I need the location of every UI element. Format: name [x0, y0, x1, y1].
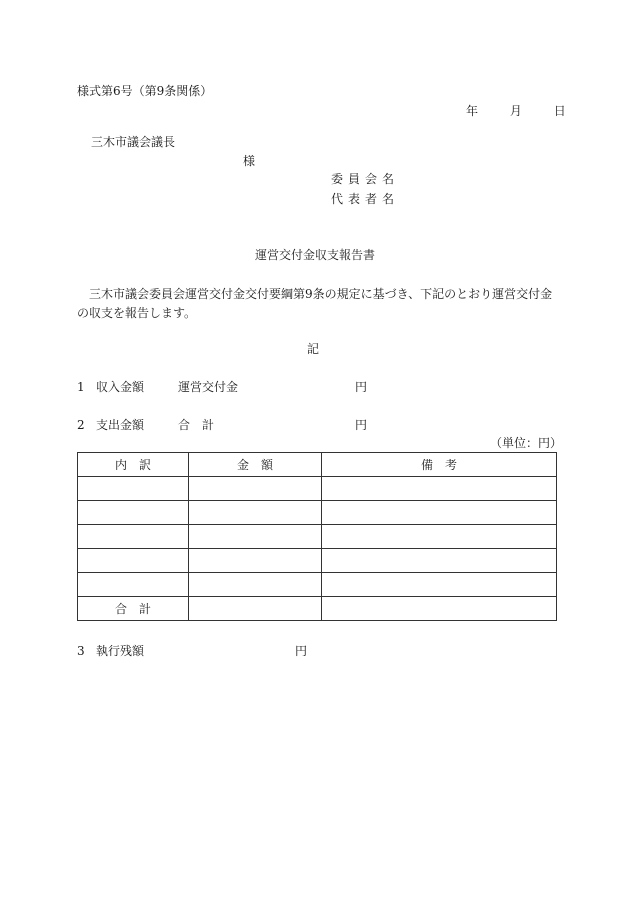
- cell-remarks[interactable]: [322, 573, 557, 597]
- cell-breakdown[interactable]: [78, 501, 189, 525]
- cell-breakdown[interactable]: [78, 573, 189, 597]
- cell-breakdown[interactable]: [78, 525, 189, 549]
- form-number: 様式第6号（第9条関係）: [77, 84, 213, 98]
- header-breakdown: 内 訳: [78, 453, 189, 477]
- breakdown-table: [77, 452, 557, 621]
- item-detail: 運営交付金: [178, 380, 239, 394]
- total-label: 合 計: [78, 597, 189, 621]
- document-title: 運営交付金収支報告書: [254, 248, 375, 262]
- date-line: [466, 104, 566, 118]
- cell-amount[interactable]: [189, 525, 322, 549]
- cell-remarks[interactable]: [322, 549, 557, 573]
- date-day: 日: [553, 104, 566, 118]
- cell-amount[interactable]: [189, 477, 322, 501]
- cell-remarks[interactable]: [322, 525, 557, 549]
- item-unit: 円: [355, 380, 368, 394]
- total-amount-cell[interactable]: [189, 597, 322, 621]
- table-total-row: [78, 597, 557, 621]
- item-number: 2: [77, 418, 85, 432]
- item-label: 執行残額: [96, 644, 145, 658]
- cell-remarks[interactable]: [322, 477, 557, 501]
- item-unit: 円: [295, 644, 308, 658]
- header-amount: 金 額: [189, 453, 322, 477]
- item-label: 支出金額: [96, 418, 145, 432]
- cell-remarks[interactable]: [322, 501, 557, 525]
- date-year: 年: [466, 104, 479, 118]
- table-header-row: [78, 453, 557, 477]
- date-month: 月: [509, 104, 522, 118]
- unit-note: （単位：円）: [490, 436, 563, 450]
- cell-breakdown[interactable]: [78, 549, 189, 573]
- item-number: 3: [77, 644, 85, 658]
- committee-name-label: 委員会名: [331, 172, 400, 186]
- item-unit: 円: [355, 418, 368, 432]
- table-row: [78, 549, 557, 573]
- table-row: [78, 501, 557, 525]
- representative-label: 代表者名: [331, 192, 400, 206]
- item-detail: 合 計: [178, 418, 215, 432]
- header-remarks: 備 考: [322, 453, 557, 477]
- table-row: [78, 477, 557, 501]
- body-text: 三木市議会委員会運営交付金交付要綱第9条の規定に基づき、下記のとおり運営交付金の収支を報告します。: [77, 287, 553, 320]
- ki-heading: 記: [307, 342, 320, 356]
- cell-breakdown[interactable]: [78, 477, 189, 501]
- item-number: 1: [77, 380, 85, 394]
- cell-amount[interactable]: [189, 501, 322, 525]
- table-row: [78, 573, 557, 597]
- total-remarks-cell[interactable]: [322, 597, 557, 621]
- table-row: [78, 525, 557, 549]
- cell-amount[interactable]: [189, 573, 322, 597]
- honorific: 様: [243, 154, 256, 168]
- item-label: 収入金額: [96, 380, 145, 394]
- cell-amount[interactable]: [189, 549, 322, 573]
- addressee: 三木市議会議長: [91, 135, 176, 149]
